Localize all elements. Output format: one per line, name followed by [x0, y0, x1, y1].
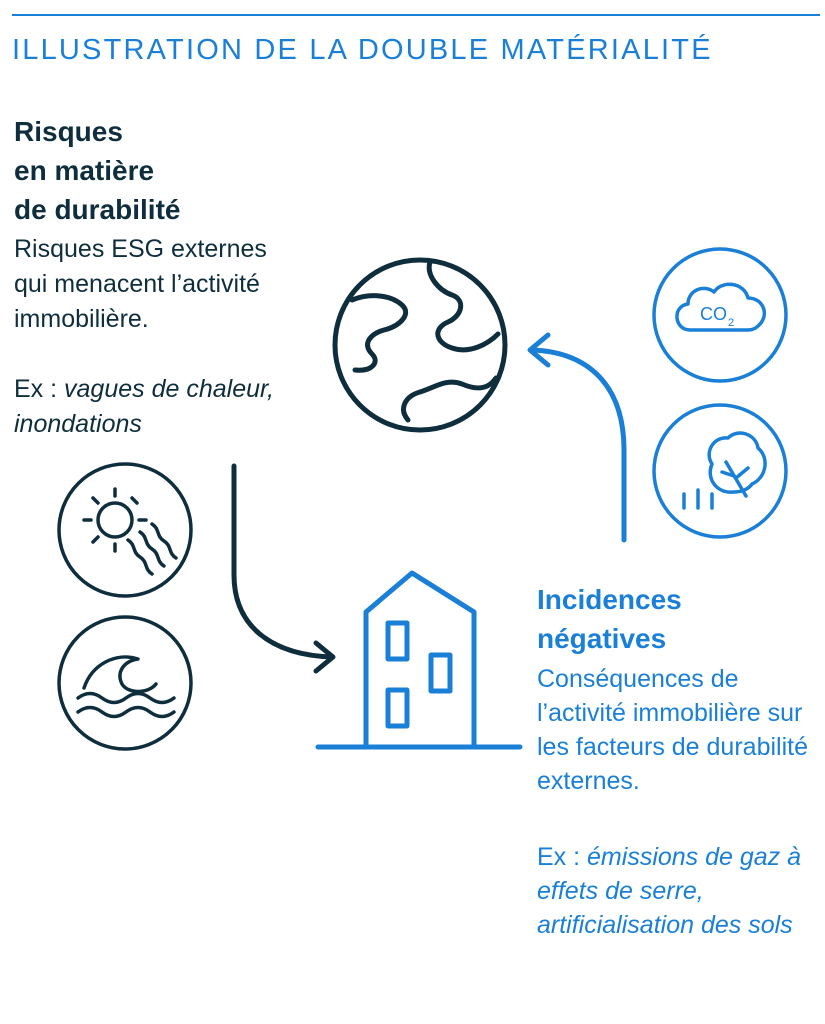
risks-heading-line-2: en matière [14, 155, 155, 186]
risks-heading-line-3: de durabilité [14, 194, 181, 225]
risks-heading-line-1: Risques [14, 116, 123, 147]
risks-example-prefix: Ex : [14, 375, 58, 403]
impacts-heading-line-1: Incidences [537, 584, 682, 615]
impacts-description: Conséquences de l’activité immobilière sur les facteurs de durabilité externes. [537, 665, 808, 795]
globe-icon [335, 260, 505, 430]
building-icon [318, 573, 520, 747]
risks-example-text: vagues de chaleur, inondations [14, 375, 274, 438]
land-tree-icon [654, 405, 786, 537]
heat-wave-icon [59, 464, 191, 596]
co2-label: CO [700, 304, 727, 324]
impacts-example-prefix: Ex : [537, 843, 581, 871]
page-title: ILLUSTRATION DE LA DOUBLE MATÉRIALITÉ [12, 34, 713, 66]
impact-arrow [530, 335, 624, 540]
risk-arrow [234, 466, 333, 671]
impacts-heading-line-2: négatives [537, 623, 667, 654]
risks-description: Risques ESG externes qui menacent l’activité immobilière. [14, 235, 267, 333]
co2-subscript: 2 [728, 317, 735, 329]
impacts-example-text: émissions de gaz à effets de serre, artificialisation des sols [537, 843, 802, 939]
co2-cloud-icon [654, 249, 786, 381]
flood-wave-icon [59, 617, 191, 749]
